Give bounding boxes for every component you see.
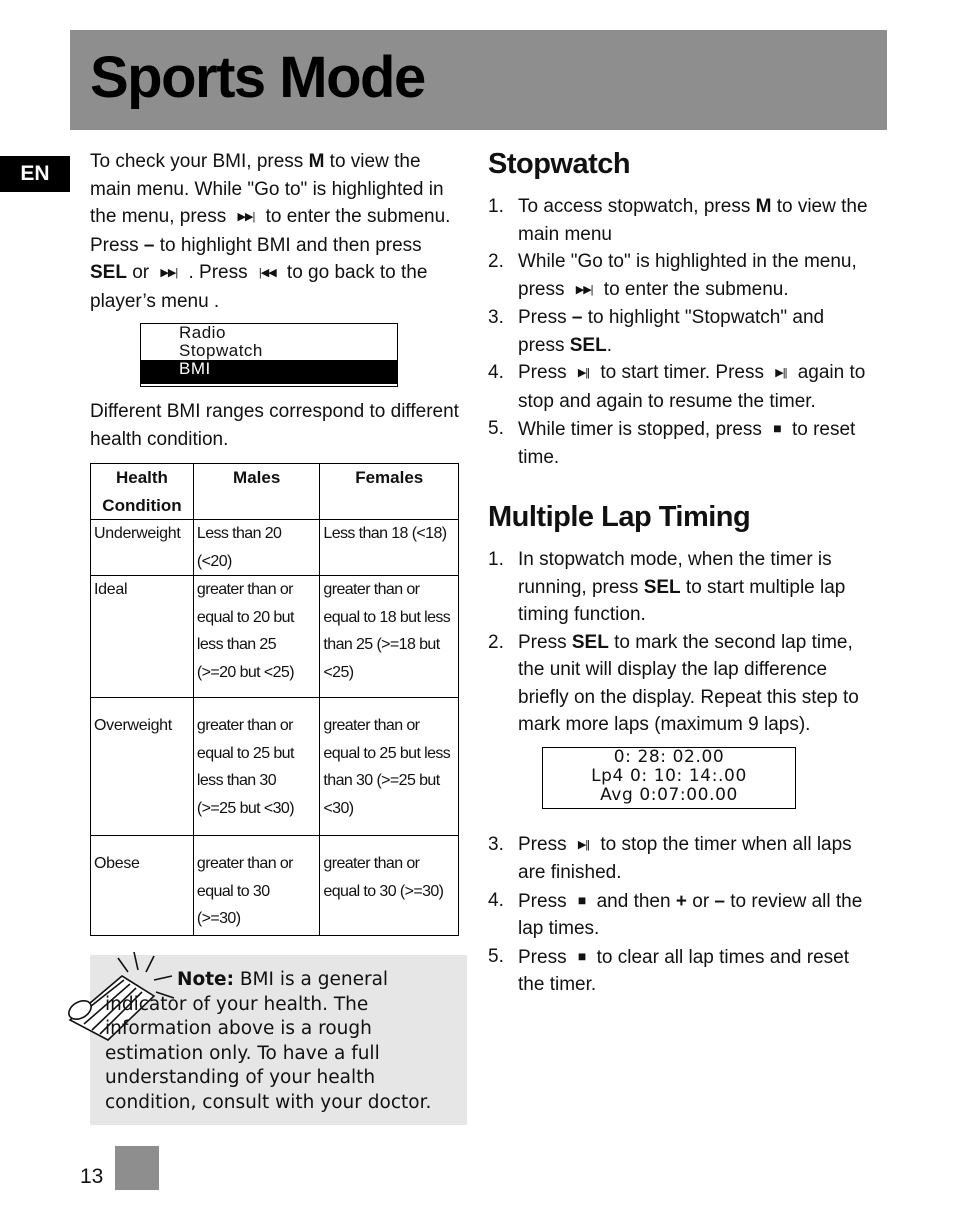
bmi-instructions: To check your BMI, press M to view the main menu. While "Go to" is highlighted in the menu, press ▶▶| to enter the submenu. Press – to highlight BMI and then press SEL or ▶▶| . Press |◀◀ to go back to the player’s menu . [90, 151, 451, 312]
lap-display-line: Avg 0:07:00.00 [600, 784, 738, 805]
skip-next-icon: ▶▶| [237, 211, 255, 223]
table-cell: greater than or equal to 25 but less than 30 (>=25 but <30) [193, 698, 320, 836]
table-cell: Underweight [91, 520, 194, 576]
note-label: Note: [177, 969, 234, 990]
table-header: Females [320, 464, 459, 520]
lap-steps-a [488, 546, 873, 739]
list-item: 1. To access stopwatch, press M to view the main menu [488, 196, 868, 245]
table-header: Health Condition [91, 464, 194, 520]
lap-timing-heading: Multiple Lap Timing [488, 501, 751, 533]
list-item: 5. While timer is stopped, press ■ to reset time. [488, 415, 873, 471]
menu-item-stopwatch: Stopwatch [179, 341, 263, 360]
skip-previous-icon: |◀◀ [258, 267, 276, 279]
page-title: Sports Mode [90, 45, 425, 110]
table-row [91, 698, 459, 836]
stop-icon: ■ [577, 891, 586, 908]
page-number: 13 [80, 1165, 104, 1188]
list-item: 2. Press SEL to mark the second lap time, the unit will display the lap difference briefly on the display. Repeat this step to mark more laps (maximum 9 laps). [488, 631, 859, 735]
stop-icon: ■ [577, 947, 586, 964]
lap-display [542, 747, 796, 809]
menu-item-radio: Radio [179, 323, 226, 342]
list-item: 2. While "Go to" is highlighted in the menu, press ▶▶| to enter the submenu. [488, 248, 873, 304]
lap-display-line: 0: 28: 02.00 [613, 746, 725, 767]
play-pause-icon: ▶|| [577, 367, 590, 379]
bmi-column [90, 148, 462, 927]
table-cell: greater than or equal to 25 but less than 30 (>=25 but <30) [320, 698, 459, 836]
list-item: 1. In stopwatch mode, when the timer is running, press SEL to start multiple lap timing function. [488, 549, 846, 625]
table-cell: Overweight [91, 698, 194, 836]
skip-next-icon: ▶▶| [160, 267, 178, 279]
table-cell: Less than 20 (<20) [193, 520, 320, 576]
lap-display-line: Lp4 0: 10: 14:.00 [591, 765, 747, 786]
language-tab: EN [0, 156, 70, 192]
right-column [488, 148, 873, 999]
list-item: 5. Press ■ to clear all lap times and reset the timer. [488, 943, 873, 999]
table-cell: greater than or equal to 30 (>=30) [193, 836, 320, 936]
bmi-ranges-text: Different BMI ranges correspond to different health condition. [90, 401, 459, 450]
table-row [91, 576, 459, 698]
table-cell: Obese [91, 836, 194, 936]
lap-steps-b [488, 831, 873, 999]
play-pause-icon: ▶|| [775, 367, 787, 379]
play-pause-icon: ▶|| [577, 838, 590, 851]
list-item: 4. Press ▶|| to start timer. Press ▶|| again to stop and again to resume the timer. [488, 362, 866, 412]
menu-item-bmi: BMI [141, 360, 397, 384]
table-cell: Ideal [91, 576, 194, 698]
table-header-row [91, 464, 459, 520]
stopwatch-steps [488, 193, 873, 471]
table-cell: greater than or equal to 20 but less than 25 (>=20 but <25) [193, 576, 320, 698]
list-item: 3. Press – to highlight "Stopwatch" and press SEL. [488, 307, 825, 356]
table-row [91, 836, 459, 936]
stopwatch-heading: Stopwatch [488, 148, 631, 180]
table-cell: greater than or equal to 18 but less than 25 (>=18 but <25) [320, 576, 459, 698]
table-cell: Less than 18 (<18) [320, 520, 459, 576]
skip-next-icon: ▶▶| [575, 283, 593, 296]
bmi-table [90, 463, 459, 936]
table-row [91, 520, 459, 576]
page-marker [115, 1146, 159, 1190]
stop-icon: ■ [773, 420, 781, 436]
list-item: 3. Press ▶|| to stop the timer when all laps are finished. [488, 833, 852, 883]
note-text: Note: BMI is a general indicator of your health. The information above is a rough estimation only. To have a full understanding of your health condition, consult with your doctor. [105, 969, 432, 1113]
menu-display [140, 323, 398, 387]
title-bar [70, 30, 887, 130]
list-item: 4. Press ■ and then + or – to review all the lap times. [488, 887, 873, 943]
table-header: Males [193, 464, 320, 520]
table-cell: greater than or equal to 30 (>=30) [320, 836, 459, 936]
